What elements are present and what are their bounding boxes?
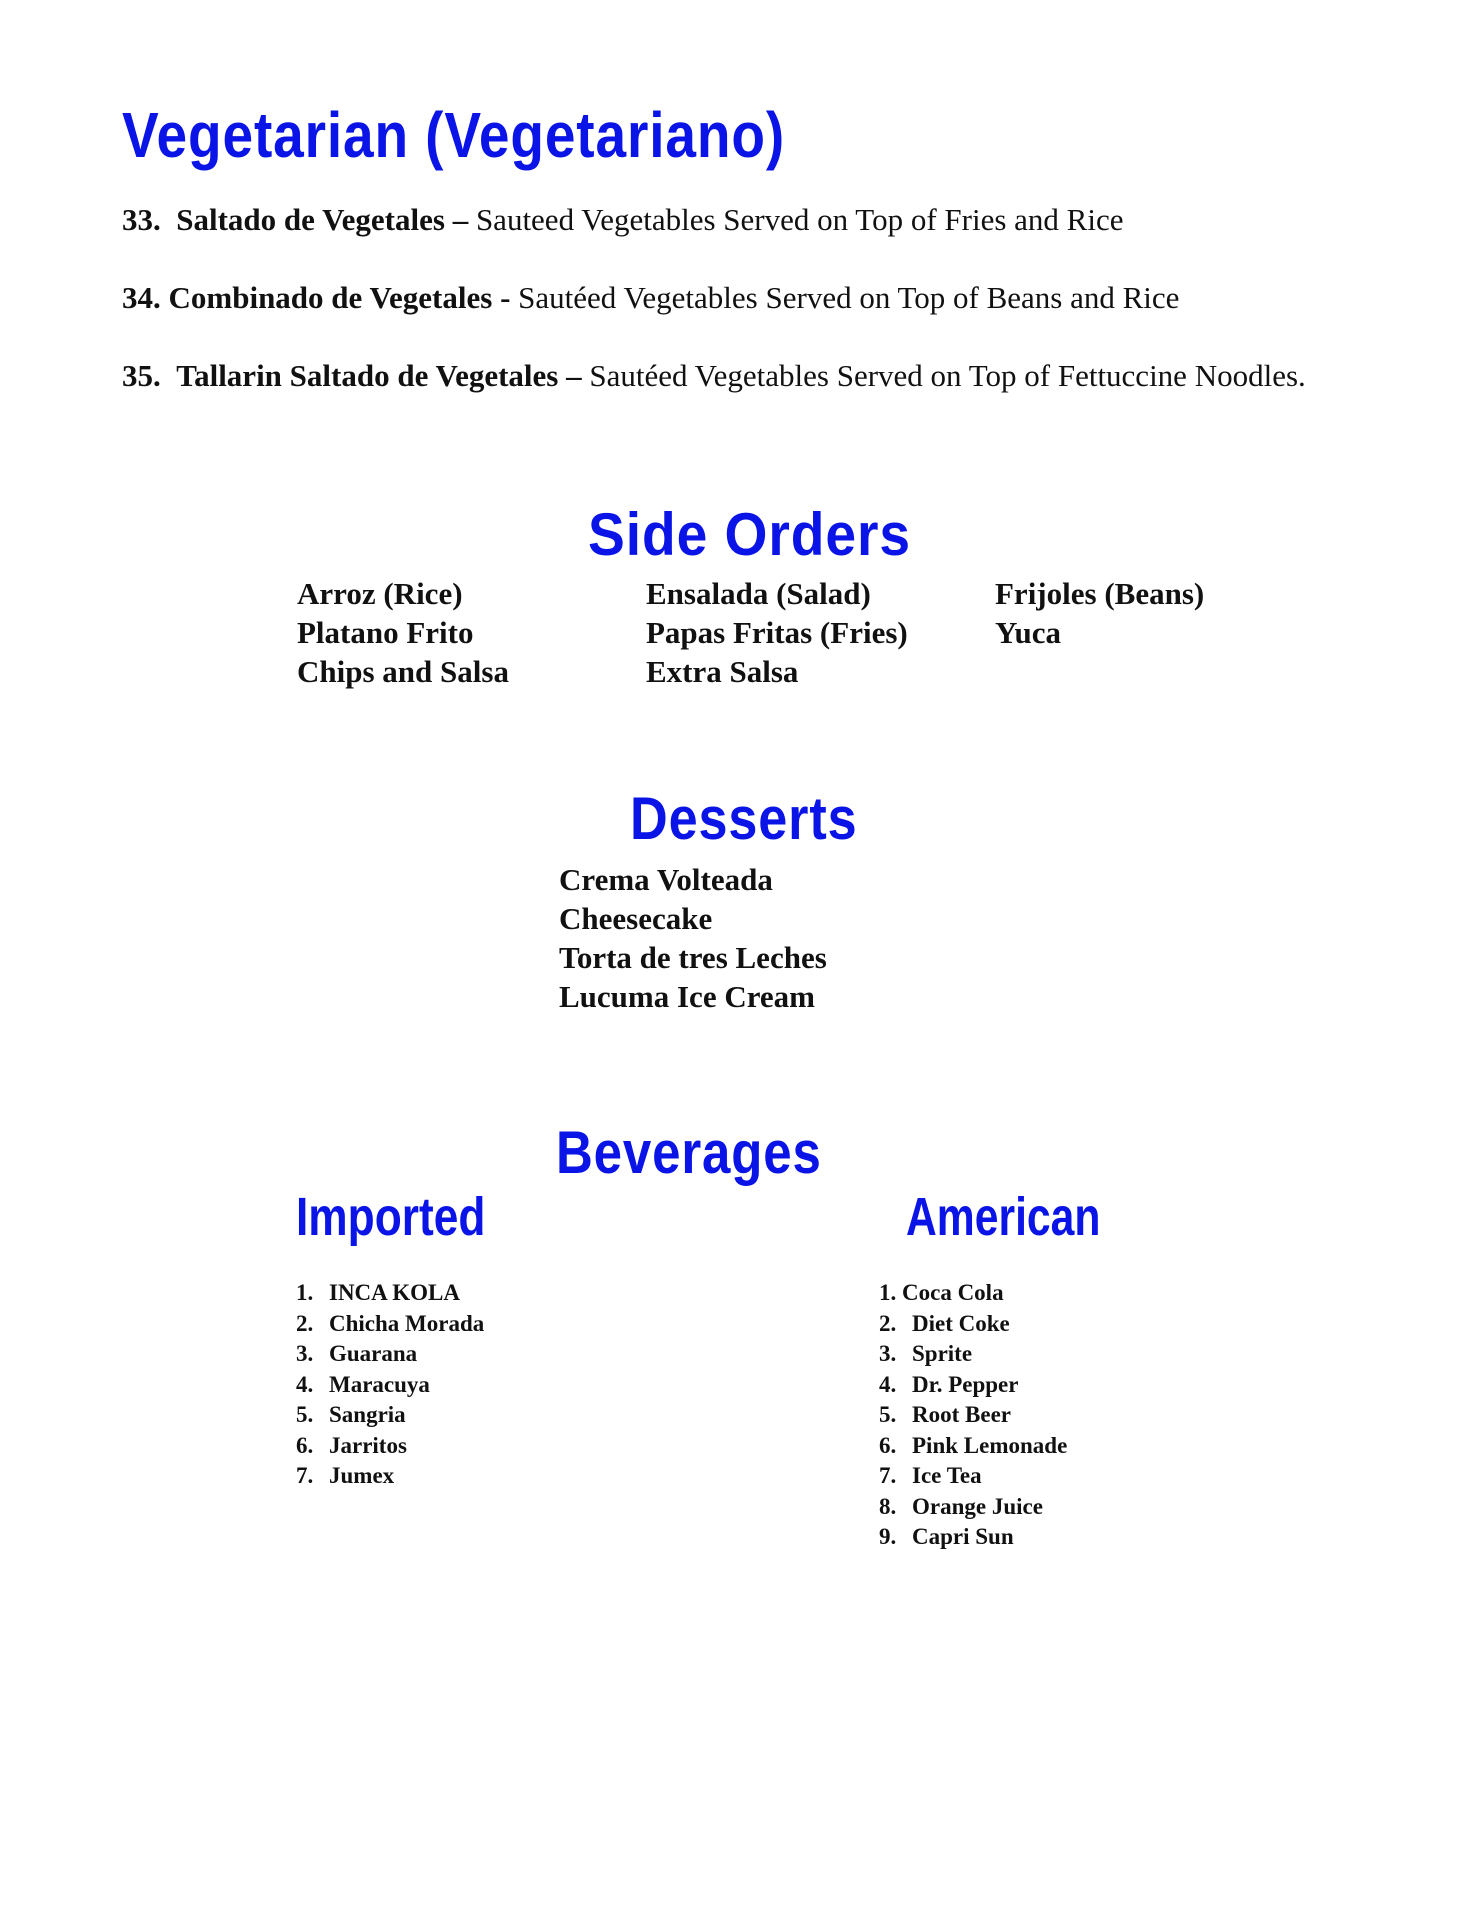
side-orders-column-3 [995, 574, 1204, 652]
beverage-number: 5. [296, 1402, 314, 1427]
beverage-number: 2. [879, 1310, 897, 1336]
beverage-item [879, 1400, 1067, 1431]
menu-item-33 [122, 200, 1360, 240]
beverage-item [296, 1461, 484, 1492]
imported-heading: Imported [296, 1187, 486, 1247]
side-item: Yuca [995, 615, 1062, 650]
desserts-list [559, 860, 827, 1016]
beverage-name: INCA KOLA [329, 1280, 460, 1305]
beverage-name: Maracuya [329, 1371, 430, 1397]
beverage-name: Guarana [329, 1341, 418, 1366]
menu-item-34 [122, 278, 1360, 318]
item-number: 35. [122, 358, 161, 393]
beverage-number: 8. [879, 1493, 897, 1519]
dessert-item: Torta de tres Leches [559, 940, 827, 975]
beverage-name: Dr. Pepper [912, 1371, 1019, 1397]
beverage-number: 6. [296, 1432, 314, 1458]
side-item: Papas Fritas (Fries) [646, 615, 908, 650]
beverage-number: 1. [296, 1280, 314, 1305]
beverage-name: Sangria [329, 1402, 406, 1427]
beverage-item [879, 1370, 1067, 1401]
beverage-name: Sprite [912, 1341, 973, 1366]
dessert-item: Lucuma Ice Cream [559, 979, 815, 1014]
item-description: Sautéed Vegetables Served on Top of Fettuccine Noodles. [589, 358, 1306, 393]
beverage-name: Orange Juice [912, 1493, 1043, 1519]
item-name: Combinado de Vegetales [168, 280, 493, 315]
beverage-item [296, 1339, 484, 1370]
beverage-number: 4. [879, 1371, 897, 1397]
beverage-number: 3. [296, 1341, 314, 1366]
beverage-name: Root Beer [912, 1402, 1011, 1427]
item-number: 34. [122, 280, 161, 315]
beverage-item [879, 1461, 1067, 1492]
item-name: Tallarin Saltado de Vegetales [176, 358, 559, 393]
beverage-item [879, 1431, 1067, 1462]
item-separator: – [566, 358, 582, 393]
item-name: Saltado de Vegetales [176, 202, 445, 237]
item-description: Sautéed Vegetables Served on Top of Beans and Rice [518, 280, 1180, 315]
beverage-number: 7. [879, 1463, 897, 1488]
beverage-name: Pink Lemonade [912, 1432, 1068, 1458]
beverage-name: Jarritos [329, 1432, 407, 1458]
beverage-item [296, 1278, 484, 1309]
beverage-item [879, 1309, 1067, 1340]
vegetarian-heading: Vegetarian (Vegetariano) [122, 99, 786, 171]
beverage-number: 1. [879, 1280, 897, 1305]
imported-beverages-list [296, 1278, 484, 1492]
american-beverages-list [879, 1278, 1067, 1553]
beverage-number: 3. [879, 1341, 897, 1366]
beverage-item [296, 1400, 484, 1431]
beverage-item [879, 1522, 1067, 1553]
dessert-item: Crema Volteada [559, 862, 773, 897]
beverage-item [879, 1278, 1067, 1309]
beverage-number: 7. [296, 1463, 314, 1488]
beverage-item [879, 1492, 1067, 1523]
dessert-item: Cheesecake [559, 901, 713, 936]
side-item: Frijoles (Beans) [995, 576, 1205, 611]
beverage-item [296, 1370, 484, 1401]
item-number: 33. [122, 202, 161, 237]
side-item: Chips and Salsa [297, 654, 509, 689]
beverage-name: Chicha Morada [329, 1310, 485, 1336]
side-orders-heading: Side Orders [588, 501, 912, 568]
beverage-name: Diet Coke [912, 1310, 1010, 1336]
side-item: Platano Frito [297, 615, 474, 650]
beverage-item [296, 1431, 484, 1462]
american-heading: American [906, 1187, 1101, 1247]
beverage-item [879, 1339, 1067, 1370]
beverage-number: 2. [296, 1310, 314, 1336]
beverage-name: Jumex [329, 1463, 395, 1488]
item-separator: – [452, 202, 469, 237]
beverage-name: Capri Sun [912, 1524, 1014, 1549]
beverage-name: Ice Tea [912, 1463, 982, 1488]
side-item: Extra Salsa [646, 654, 799, 689]
menu-item-35 [122, 356, 1360, 396]
desserts-heading: Desserts [630, 785, 858, 852]
item-separator: - [500, 280, 511, 315]
beverage-number: 6. [879, 1432, 897, 1458]
side-item: Arroz (Rice) [297, 576, 463, 611]
beverage-number: 4. [296, 1371, 314, 1397]
beverage-item [296, 1309, 484, 1340]
side-orders-column-2 [646, 574, 908, 691]
item-description: Sauteed Vegetables Served on Top of Fries and Rice [475, 202, 1124, 237]
side-orders-column-1 [297, 574, 509, 691]
side-item: Ensalada (Salad) [646, 576, 871, 611]
beverage-number: 9. [879, 1524, 897, 1549]
beverage-number: 5. [879, 1402, 897, 1427]
beverage-name: Coca Cola [902, 1280, 1004, 1305]
beverages-heading: Beverages [556, 1119, 822, 1186]
